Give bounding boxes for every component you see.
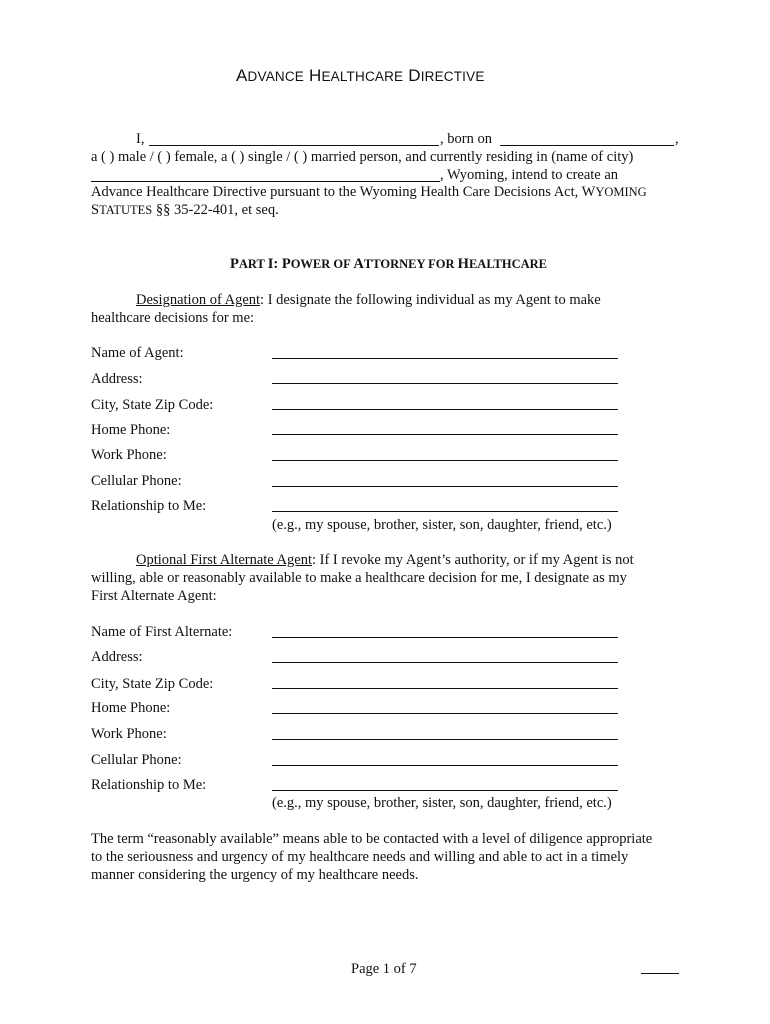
agent-address-field[interactable] — [272, 383, 618, 384]
alternate-intro-line-2: willing, able or reasonably available to make a healthcare decision for me, I designate as my — [91, 570, 627, 586]
intro-born-on: , born on — [440, 131, 492, 147]
alternate-relationship-label: Relationship to Me: — [91, 777, 207, 793]
alternate-relationship-example: (e.g., my spouse, brother, sister, son, daughter, friend, etc.) — [272, 795, 612, 811]
alternate-work-phone-label: Work Phone: — [91, 726, 167, 742]
alternate-address-field[interactable] — [272, 662, 618, 663]
alternate-address-label: Address: — [91, 649, 143, 665]
part-1-heading: PART I: POWER OF ATTORNEY FOR HEALTHCARE — [230, 256, 547, 272]
agent-home-phone-label: Home Phone: — [91, 422, 171, 438]
intro-line-5: STATUTES §§ 35-22-401, et seq. — [91, 202, 279, 218]
alternate-home-phone-label: Home Phone: — [91, 700, 171, 716]
intro-line-3: , Wyoming, intend to create an — [440, 167, 619, 183]
definition-line-1: The term “reasonably available” means able to be contacted with a level of diligence appropriate — [91, 831, 653, 847]
agent-cell-phone-label: Cellular Phone: — [91, 473, 182, 489]
definition-line-3: manner considering the urgency of my healthcare needs. — [91, 867, 419, 883]
agent-home-phone-field[interactable] — [272, 434, 618, 435]
alternate-name-label: Name of First Alternate: — [91, 624, 233, 640]
agent-intro-line-2: healthcare decisions for me: — [91, 310, 255, 326]
alternate-cell-phone-label: Cellular Phone: — [91, 752, 182, 768]
intro-line-1: I, — [136, 131, 145, 147]
initials-blank[interactable] — [641, 973, 679, 974]
alternate-section-heading: Optional First Alternate Agent — [136, 552, 312, 568]
definition-line-2: to the seriousness and urgency of my healthcare needs and willing and able to act in a timely — [91, 849, 629, 865]
alternate-city-field[interactable] — [272, 688, 618, 689]
alternate-intro-line-3: First Alternate Agent: — [91, 588, 217, 604]
agent-cell-phone-field[interactable] — [272, 486, 618, 487]
intro-comma: , — [675, 131, 679, 147]
intro-line-2: a ( ) male / ( ) female, a ( ) single / ( ) married person, and currently residing in (name of city) — [91, 149, 634, 165]
alternate-home-phone-field[interactable] — [272, 713, 618, 714]
agent-name-label: Name of Agent: — [91, 345, 184, 361]
alternate-work-phone-field[interactable] — [272, 739, 618, 740]
birthdate-blank[interactable] — [500, 145, 674, 146]
agent-city-field[interactable] — [272, 409, 618, 410]
alternate-name-field[interactable] — [272, 637, 618, 638]
agent-relationship-field[interactable] — [272, 511, 618, 512]
agent-section-heading: Designation of Agent — [136, 292, 261, 308]
agent-name-field[interactable] — [272, 358, 618, 359]
alternate-city-label: City, State Zip Code: — [91, 676, 214, 692]
agent-intro-line-1: Designation of Agent: I designate the following individual as my Agent to make — [136, 292, 601, 308]
agent-work-phone-label: Work Phone: — [91, 447, 167, 463]
city-blank[interactable] — [91, 181, 440, 182]
agent-work-phone-field[interactable] — [272, 460, 618, 461]
agent-address-label: Address: — [91, 371, 143, 387]
page-number: Page 1 of 7 — [351, 961, 417, 977]
alternate-intro-line-1: Optional First Alternate Agent: If I revoke my Agent’s authority, or if my Agent is not — [136, 552, 634, 568]
intro-line-4: Advance Healthcare Directive pursuant to the Wyoming Health Care Decisions Act, WYOMING — [91, 184, 647, 200]
document-title: ADVANCE HEALTHCARE DIRECTIVE — [236, 66, 485, 85]
alternate-cell-phone-field[interactable] — [272, 765, 618, 766]
name-blank[interactable] — [149, 145, 439, 146]
agent-relationship-label: Relationship to Me: — [91, 498, 207, 514]
agent-city-label: City, State Zip Code: — [91, 397, 214, 413]
agent-relationship-example: (e.g., my spouse, brother, sister, son, daughter, friend, etc.) — [272, 517, 612, 533]
alternate-relationship-field[interactable] — [272, 790, 618, 791]
